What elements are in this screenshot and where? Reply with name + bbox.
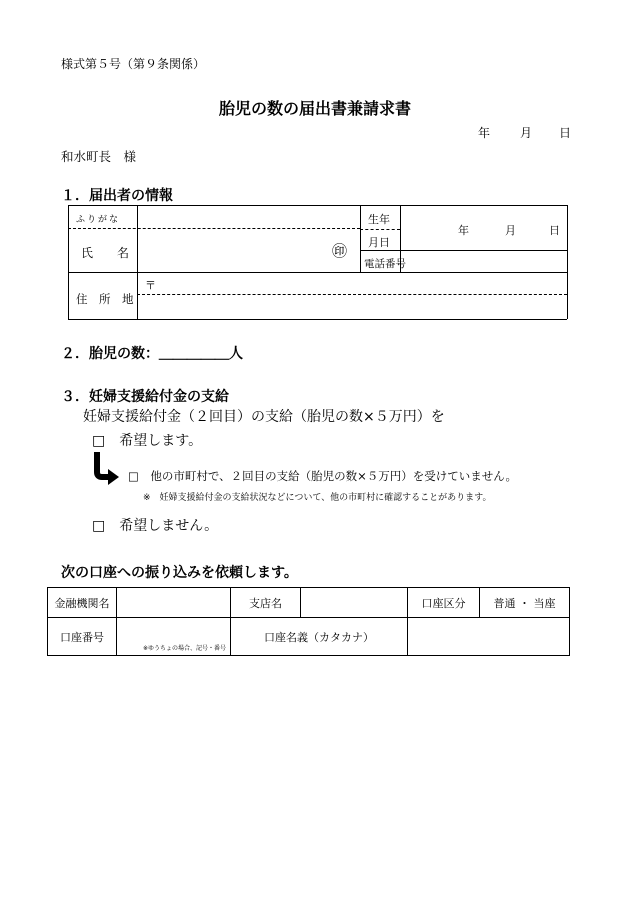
birth-date-field[interactable] [401, 206, 566, 249]
name-field[interactable] [138, 229, 359, 271]
phone-label: 電話番号 [364, 258, 406, 270]
birth-month: 月 [505, 224, 516, 237]
section1-heading: １．届出者の情報 [61, 188, 173, 204]
yucho-note: ※ゆうちょの場合、記号・番号 [142, 645, 226, 652]
account-type-options[interactable]: 普通 ・ 当座 [480, 588, 570, 618]
account-number-field[interactable] [117, 618, 231, 656]
fetus-count: ２．胎児の数：＿＿＿＿＿人 [61, 346, 243, 362]
branch-label: 支店名 [231, 588, 301, 618]
date-year: 年 [478, 126, 491, 140]
account-holder-field[interactable] [408, 618, 570, 656]
option-no-wish[interactable]: □ 希望しません。 [92, 518, 219, 534]
addressee: 和水町長 様 [61, 149, 137, 164]
institution-label: 金融機関名 [48, 588, 117, 618]
bank-heading: 次の口座への振り込みを依頼します。 [61, 565, 298, 581]
date-month: 月 [520, 126, 533, 140]
birth-day: 日 [549, 224, 560, 237]
name-label: 氏 名 [81, 246, 130, 260]
seal-mark: ㊞ [332, 242, 348, 260]
sub-option-not-received[interactable]: □ 他の市町村で、２回目の支給（胎児の数×５万円）を受けていません。 [128, 469, 517, 483]
account-type-label: 口座区分 [408, 588, 480, 618]
birth-label-1: 生年 [368, 213, 390, 226]
section3-heading: ３．妊婦支援給付金の支給 [61, 389, 229, 405]
form-number: 様式第５号（第９条関係） [61, 57, 206, 71]
postal-mark: 〒 [145, 279, 156, 292]
bank-account-table [47, 587, 570, 656]
confirmation-note: ※ 妊婦支援給付金の支給状況などについて、他の市町村に確認することがあります。 [143, 493, 492, 503]
option-wish[interactable]: □ 希望します。 [92, 433, 203, 449]
account-number-label: 口座番号 [48, 618, 117, 656]
down-right-arrow-icon [89, 450, 121, 486]
phone-field[interactable] [401, 251, 566, 271]
furigana-label: ふりがな [76, 215, 121, 225]
page-title: 胎児の数の届出書兼請求書 [218, 99, 411, 118]
date-day: 日 [559, 126, 572, 140]
birth-label-2: 月日 [368, 236, 390, 249]
address-field[interactable] [138, 273, 566, 318]
birth-year: 年 [458, 224, 469, 237]
benefit-intro: 妊婦支援給付金（２回目）の支給（胎児の数×５万円）を [83, 409, 445, 425]
institution-field[interactable] [117, 588, 231, 618]
branch-field[interactable] [301, 588, 408, 618]
furigana-field[interactable] [138, 206, 359, 227]
address-label: 住 所 地 [76, 292, 134, 306]
account-holder-label: 口座名義（カタカナ） [231, 618, 408, 656]
